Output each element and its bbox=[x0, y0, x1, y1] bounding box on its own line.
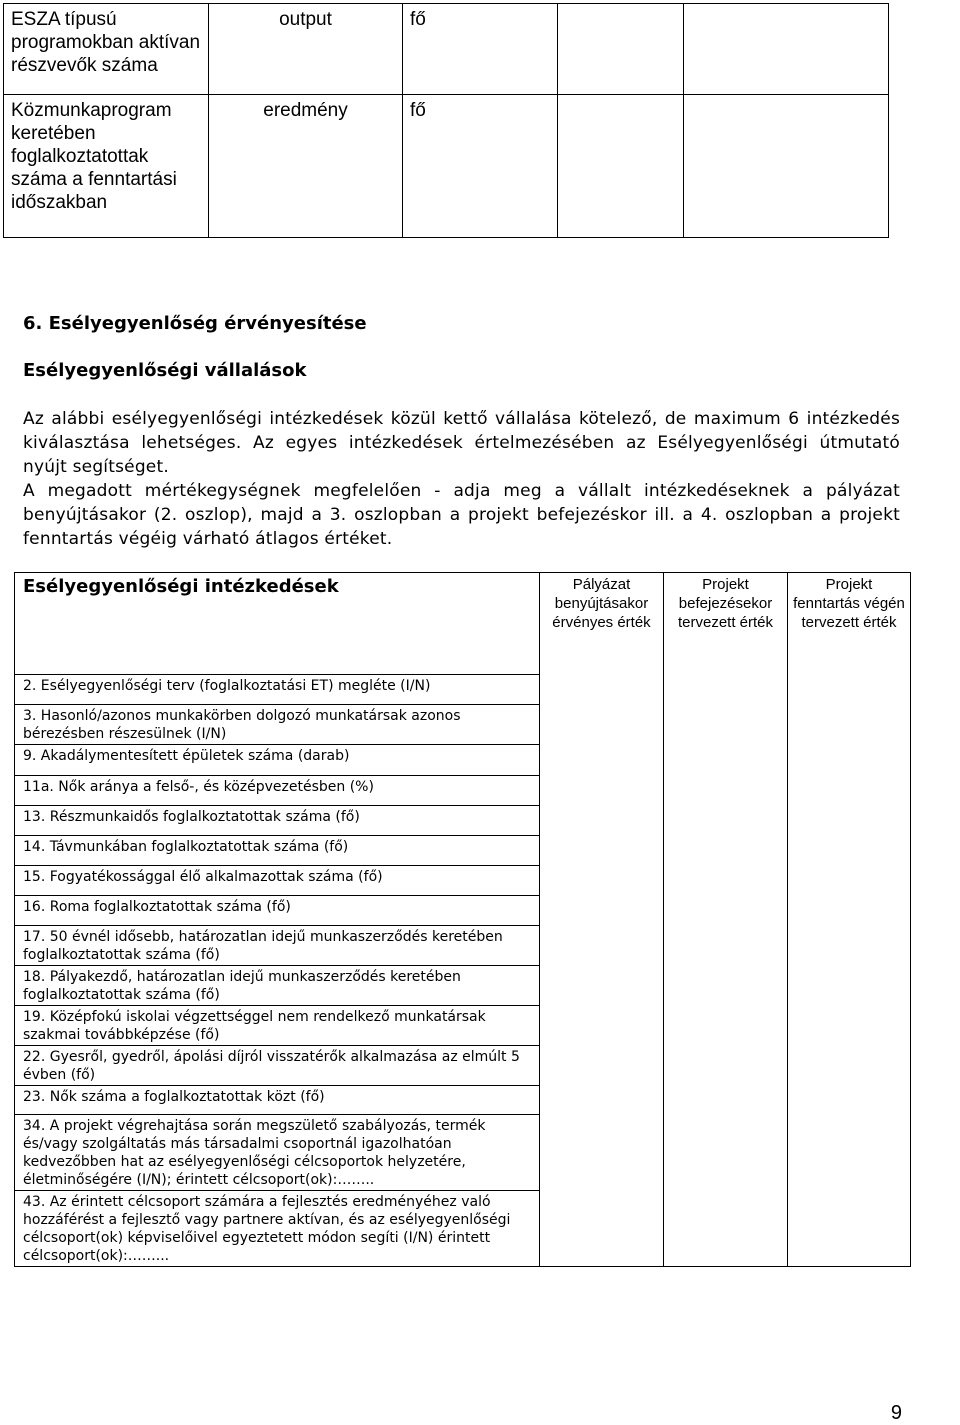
measure-label: 9. Akadálymentesített épületek száma (darab) bbox=[15, 745, 540, 776]
indicator-type: eredmény bbox=[209, 95, 403, 238]
column-header-submission[interactable] bbox=[540, 573, 664, 1267]
section-title: 6. Esélyegyenlőség érvényesítése bbox=[23, 313, 367, 334]
column-header-completion[interactable] bbox=[664, 573, 788, 1267]
measure-label: 34. A projekt végrehajtása során megszülető szabályozás, termék és/vagy szolgáltatás más társadalmi csoportnál igazolhatóan kedvezőbben hat az esélyegyenlőségi célcsoportok helyzetére, életminőségére (I/N); érintett célcsoport(ok):…….. bbox=[15, 1115, 540, 1191]
measure-label: 2. Esélyegyenlőségi terv (foglalkoztatási ET) megléte (I/N) bbox=[15, 675, 540, 705]
measure-label: 14. Távmunkában foglalkoztatottak száma (fő) bbox=[15, 836, 540, 866]
measure-label: 17. 50 évnél idősebb, határozatlan idejű munkaszerződés keretében foglalkoztatottak száma (fő) bbox=[15, 926, 540, 966]
instruction-paragraph: A megadott mértékegységnek megfelelően - adja meg a vállalt intézkedéseknek a pályázat benyújtásakor (2. oszlop), majd a 3. oszlopban a projekt befejezéskor ill. a 4. oszlopban a projekt fenntartás végéig várható átlagos értéket. bbox=[23, 481, 900, 549]
measure-label: 13. Részmunkaidős foglalkoztatottak száma (fő) bbox=[15, 806, 540, 836]
indicator-row bbox=[4, 95, 889, 238]
column-header-maintenance[interactable] bbox=[788, 573, 911, 1267]
indicator-table bbox=[3, 3, 889, 238]
measure-label: 11a. Nők aránya a felső-, és középvezetésben (%) bbox=[15, 776, 540, 806]
indicator-label: ESZA típusú programokban aktívan részvevők száma bbox=[4, 4, 209, 95]
column-header-maintenance-label: Projekt fenntartás végén tervezett érték bbox=[793, 576, 905, 631]
indicator-unit: fő bbox=[403, 4, 558, 95]
column-header-completion-label: Projekt befejezésekor tervezett érték bbox=[677, 576, 774, 631]
measures-header-main: Esélyegyenlőségi intézkedések bbox=[15, 573, 540, 675]
indicator-value-cell[interactable] bbox=[684, 95, 889, 238]
page-number: 9 bbox=[890, 1402, 902, 1424]
measure-label: 19. Középfokú iskolai végzettséggel nem rendelkező munkatársak szakmai továbbképzése (fő) bbox=[15, 1006, 540, 1046]
indicator-label: Közmunkaprogram keretében foglalkoztatottak száma a fenntartási időszakban bbox=[4, 95, 209, 238]
indicator-value-cell[interactable] bbox=[684, 4, 889, 95]
measure-label: 3. Hasonló/azonos munkakörben dolgozó munkatársak azonos bérezésben részesülnek (I/N) bbox=[15, 705, 540, 745]
indicator-row bbox=[4, 4, 889, 95]
measures-header-row bbox=[15, 573, 911, 675]
measure-label: 43. Az érintett célcsoport számára a fejlesztés eredményéhez való hozzáférést a fejlesztő vagy partnere aktívan, és az esélyegyenlőségi célcsoport(ok) képviselőivel egyeztetett módon segíti (I/N) érintett célcsoport(ok):……... bbox=[15, 1191, 540, 1267]
measure-label: 15. Fogyatékossággal élő alkalmazottak száma (fő) bbox=[15, 866, 540, 896]
indicator-type: output bbox=[209, 4, 403, 95]
intro-paragraph: Az alábbi esélyegyenlőségi intézkedések közül kettő vállalása kötelező, de maximum 6 intézkedés kiválasztása lehetséges. Az egyes intézkedések értelmezésében az Esélyegyenlőségi útmutató nyújt segítséget. bbox=[23, 409, 900, 477]
indicator-value-cell[interactable] bbox=[558, 4, 684, 95]
measure-label: 16. Roma foglalkoztatottak száma (fő) bbox=[15, 896, 540, 926]
measures-table bbox=[14, 572, 911, 1267]
section-subtitle: Esélyegyenlőségi vállalások bbox=[23, 360, 307, 381]
measure-label: 18. Pályakezdő, határozatlan idejű munkaszerződés keretében foglalkoztatottak száma (fő) bbox=[15, 966, 540, 1006]
indicator-unit: fő bbox=[403, 95, 558, 238]
measure-label: 23. Nők száma a foglalkoztatottak közt (fő) bbox=[15, 1086, 540, 1115]
measure-label: 22. Gyesről, gyedről, ápolási díjról visszatérők alkalmazása az elmúlt 5 évben (fő) bbox=[15, 1046, 540, 1086]
column-header-submission-label: Pályázat benyújtásakor érvényes érték bbox=[552, 576, 651, 631]
indicator-value-cell[interactable] bbox=[558, 95, 684, 238]
